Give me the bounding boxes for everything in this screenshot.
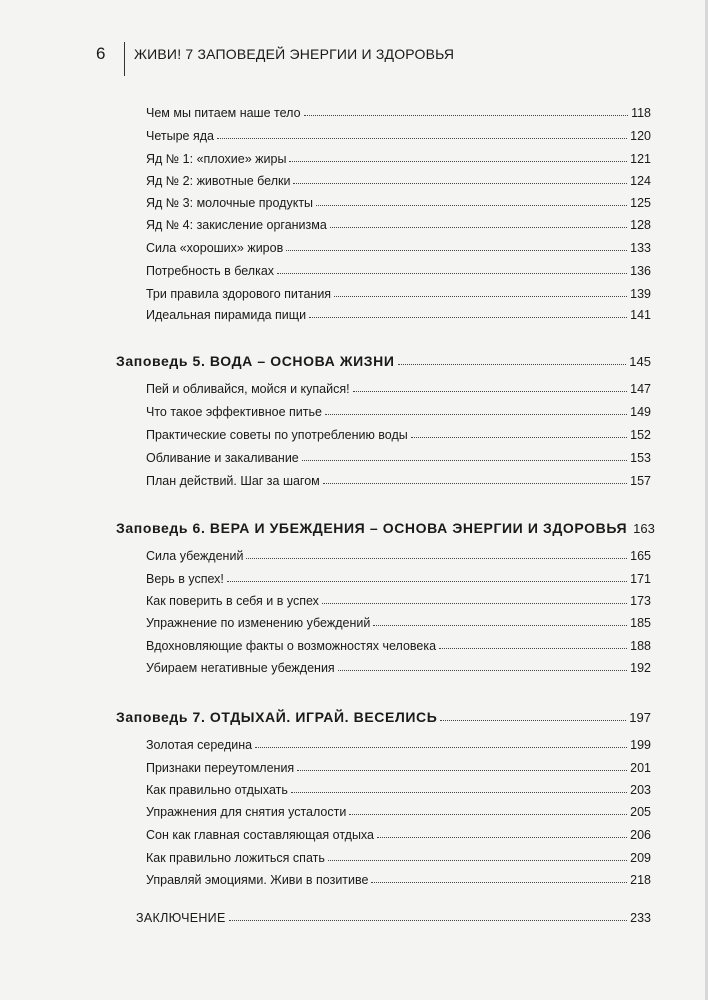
toc-entry-title: Заповедь 5. ВОДА – ОСНОВА ЖИЗНИ bbox=[116, 353, 395, 369]
toc-entry-page: 201 bbox=[630, 761, 651, 775]
toc-entry-title: Пей и обливайся, мойся и купайся! bbox=[146, 382, 350, 396]
dot-leader bbox=[323, 482, 627, 484]
toc-entry-title: Упражнения для снятия усталости bbox=[146, 805, 347, 819]
dot-leader bbox=[322, 602, 627, 604]
toc-entry-page: 192 bbox=[630, 661, 651, 675]
dot-leader bbox=[286, 249, 627, 251]
toc-entry bbox=[146, 422, 651, 442]
dot-leader bbox=[411, 436, 627, 438]
toc-entry-page: 163 bbox=[633, 521, 655, 536]
toc-entry-title: Яд № 3: молочные продукты bbox=[146, 196, 314, 210]
toc-entry-title: Яд № 1: «плохие» жиры bbox=[146, 152, 287, 166]
toc-entry-title: Чем мы питаем наше тело bbox=[146, 106, 301, 120]
toc-entry-page: 233 bbox=[630, 911, 651, 925]
toc-entry bbox=[146, 212, 651, 232]
toc-entry-page: 125 bbox=[630, 196, 651, 210]
toc-entry-page: 203 bbox=[630, 783, 651, 797]
toc-entry-page: 199 bbox=[630, 738, 651, 752]
toc-entry bbox=[146, 302, 651, 322]
toc-entry-title: Три правила здорового питания bbox=[146, 287, 332, 301]
toc-entry-page: 133 bbox=[630, 241, 651, 255]
dot-leader bbox=[255, 746, 627, 748]
dot-leader bbox=[353, 390, 628, 392]
toc-entry bbox=[146, 867, 651, 887]
dot-leader bbox=[309, 316, 627, 318]
toc-entry-page: 152 bbox=[630, 428, 651, 442]
toc-entry-page: 209 bbox=[630, 851, 651, 865]
toc-entry bbox=[146, 100, 651, 120]
toc-entry bbox=[146, 123, 651, 143]
dot-leader bbox=[293, 182, 627, 184]
toc-entry bbox=[146, 168, 651, 188]
toc-entry-title: Обливание и закаливание bbox=[146, 451, 299, 465]
toc-entry-page: 157 bbox=[630, 474, 651, 488]
toc-entry-title: Верь в успех! bbox=[146, 572, 224, 586]
dot-leader bbox=[328, 859, 627, 861]
toc-entry-page: 218 bbox=[630, 873, 651, 887]
toc-entry bbox=[146, 610, 651, 630]
toc-chapter-entry bbox=[116, 347, 651, 369]
toc-conclusion-entry bbox=[136, 905, 651, 925]
toc-entry-page: 121 bbox=[630, 152, 651, 166]
toc-entry-page: 139 bbox=[630, 287, 651, 301]
toc-entry bbox=[146, 399, 651, 419]
dot-leader bbox=[302, 459, 627, 461]
toc-entry bbox=[146, 258, 651, 278]
toc-entry-title: Идеальная пирамида пищи bbox=[146, 308, 307, 322]
dot-leader bbox=[439, 647, 627, 649]
dot-leader bbox=[316, 204, 627, 206]
toc-entry-page: 149 bbox=[630, 405, 651, 419]
dot-leader bbox=[330, 226, 627, 228]
toc-entry-title: Сила убеждений bbox=[146, 549, 244, 563]
dot-leader bbox=[371, 881, 627, 883]
toc-entry-page: 128 bbox=[630, 218, 651, 232]
toc-entry bbox=[146, 468, 651, 488]
dot-leader bbox=[373, 624, 627, 626]
toc-entry-page: 188 bbox=[630, 639, 651, 653]
toc-entry-page: 173 bbox=[630, 594, 651, 608]
toc-entry bbox=[146, 445, 651, 465]
toc-entry-page: 147 bbox=[630, 382, 651, 396]
toc-entry-page: 206 bbox=[630, 828, 651, 842]
toc-entry-title: Заповедь 6. ВЕРА И УБЕЖДЕНИЯ – ОСНОВА ЭНЕРГИИ И ЗДОРОВЬЯ bbox=[116, 520, 628, 536]
toc-entry-title: Яд № 4: закисление организма bbox=[146, 218, 327, 232]
toc-entry bbox=[146, 588, 651, 608]
toc-entry bbox=[146, 777, 651, 797]
toc-chapter-entry bbox=[116, 703, 651, 725]
dot-leader bbox=[289, 160, 627, 162]
toc-entry-title: Как правильно отдыхать bbox=[146, 783, 288, 797]
toc-entry-title: Четыре яда bbox=[146, 129, 214, 143]
toc-entry-title: Золотая середина bbox=[146, 738, 253, 752]
toc-entry-page: 118 bbox=[631, 106, 651, 120]
toc-entry-page: 171 bbox=[630, 572, 651, 586]
toc-entry-title: Сила «хороших» жиров bbox=[146, 241, 284, 255]
toc-entry-title: Что такое эффективное питье bbox=[146, 405, 322, 419]
dot-leader bbox=[227, 580, 627, 582]
dot-leader bbox=[291, 791, 627, 793]
dot-leader bbox=[377, 836, 627, 838]
toc-entry bbox=[146, 566, 651, 586]
toc-entry bbox=[146, 146, 651, 166]
toc-entry-title: Управляй эмоциями. Живи в позитиве bbox=[146, 873, 369, 887]
toc-entry-title: Вдохновляющие факты о возможностях человека bbox=[146, 639, 437, 653]
toc-entry-title: Как правильно ложиться спать bbox=[146, 851, 325, 865]
toc-entry-title: Упражнение по изменению убеждений bbox=[146, 616, 371, 630]
toc-entry bbox=[146, 755, 651, 775]
toc-entry bbox=[146, 845, 651, 865]
toc-entry-page: 124 bbox=[630, 174, 651, 188]
toc-entry-page: 165 bbox=[630, 549, 651, 563]
toc-chapter-entry bbox=[116, 514, 655, 536]
toc-entry-title: Практические советы по употреблению воды bbox=[146, 428, 408, 442]
toc-entry-title: План действий. Шаг за шагом bbox=[146, 474, 320, 488]
toc-entry-page: 145 bbox=[629, 354, 651, 369]
toc-entry-page: 141 bbox=[630, 308, 651, 322]
toc-entry-title: Потребность в белках bbox=[146, 264, 275, 278]
toc-entry bbox=[146, 655, 651, 675]
toc-entry bbox=[146, 190, 651, 210]
dot-leader bbox=[304, 114, 629, 116]
toc-entry-page: 185 bbox=[630, 616, 651, 630]
dot-leader bbox=[277, 272, 627, 274]
toc-entry bbox=[146, 235, 651, 255]
dot-leader bbox=[398, 363, 627, 365]
dot-leader bbox=[297, 769, 627, 771]
dot-leader bbox=[246, 557, 627, 559]
toc-entry bbox=[146, 633, 651, 653]
toc-entry bbox=[146, 376, 651, 396]
toc-entry-title: Яд № 2: животные белки bbox=[146, 174, 291, 188]
dot-leader bbox=[325, 413, 627, 415]
toc-entry-title: Как поверить в себя и в успех bbox=[146, 594, 319, 608]
toc-entry bbox=[146, 799, 651, 819]
toc-entry-title: Убираем негативные убеждения bbox=[146, 661, 335, 675]
toc-entry-title: Заповедь 7. ОТДЫХАЙ. ИГРАЙ. ВЕСЕЛИСЬ bbox=[116, 709, 438, 725]
toc-entry bbox=[146, 822, 651, 842]
toc-entry-title: Сон как главная составляющая отдыха bbox=[146, 828, 374, 842]
toc-entry bbox=[146, 281, 651, 301]
dot-leader bbox=[229, 919, 628, 921]
toc-entry bbox=[146, 543, 651, 563]
toc-entry-page: 136 bbox=[630, 264, 651, 278]
dot-leader bbox=[334, 295, 627, 297]
dot-leader bbox=[338, 669, 627, 671]
page-number: 6 bbox=[96, 44, 106, 63]
dot-leader bbox=[217, 137, 627, 139]
toc-entry-page: 197 bbox=[629, 710, 651, 725]
dot-leader bbox=[349, 813, 627, 815]
toc-entry-page: 120 bbox=[630, 129, 651, 143]
toc-entry-title: Признаки переутомления bbox=[146, 761, 295, 775]
dot-leader bbox=[440, 719, 626, 721]
toc-entry-page: 205 bbox=[630, 805, 651, 819]
toc-entry-title: ЗАКЛЮЧЕНИЕ bbox=[136, 911, 226, 925]
toc-entry-page: 153 bbox=[630, 451, 651, 465]
book-title: ЖИВИ! 7 ЗАПОВЕДЕЙ ЭНЕРГИИ И ЗДОРОВЬЯ bbox=[134, 46, 455, 62]
toc-entry bbox=[146, 732, 651, 752]
